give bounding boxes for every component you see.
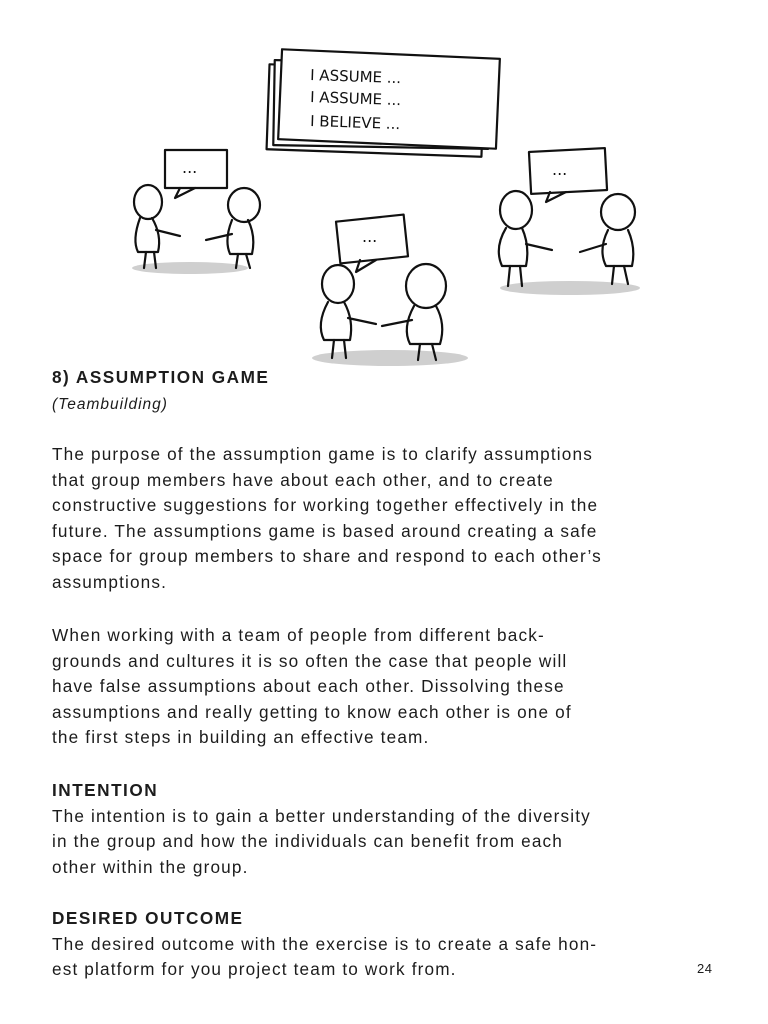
context-paragraph xyxy=(52,623,702,751)
paragraph-line: grounds and cultures it is so often the case that people will xyxy=(52,650,568,671)
paragraph-line: the first steps in building an effective team. xyxy=(52,727,430,748)
person-pair-center xyxy=(312,215,468,366)
paragraph-line: assumptions and really getting to know each other is one of xyxy=(52,701,572,722)
paragraph-line: in the group and how the individuals can benefit from each xyxy=(52,831,563,852)
person-pair-right xyxy=(499,148,640,295)
paragraph-line: The desired outcome with the exercise is to create a safe hon- xyxy=(52,933,598,954)
assumption-game-illustration xyxy=(120,40,680,380)
speech-bubble-dots: ... xyxy=(182,158,198,177)
intention-section xyxy=(52,778,702,880)
intention-heading: INTENTION xyxy=(52,780,159,800)
intro-paragraph xyxy=(52,442,702,596)
speech-bubble-dots: ... xyxy=(362,227,378,246)
page-number: 24 xyxy=(697,961,713,976)
person-pair-left xyxy=(132,150,260,274)
paragraph-line: When working with a team of people from different back- xyxy=(52,625,545,645)
paragraph-line: future. The assumptions game is based around creating a safe xyxy=(52,520,598,541)
paragraph-line: The purpose of the assumption game is to clarify assumptions xyxy=(52,444,593,464)
section-title: 8) ASSUMPTION GAME xyxy=(52,367,270,387)
paragraph-line: have false assumptions about each other. Dissolving these xyxy=(52,676,565,697)
sign-line-3: I BELIEVE ... xyxy=(309,112,401,134)
sign-line-2: I ASSUME ... xyxy=(309,88,402,110)
speech-bubble-dots: ... xyxy=(552,160,568,179)
paragraph-line: The intention is to gain a better understanding of the diversity xyxy=(52,805,591,826)
assumption-sign xyxy=(267,49,500,156)
desired-outcome-section xyxy=(52,906,702,983)
section-subtitle: (Teambuilding) xyxy=(52,396,168,413)
paragraph-line: that group members have about each other, and to create xyxy=(52,469,554,490)
desired-outcome-heading: DESIRED OUTCOME xyxy=(52,908,244,928)
paragraph-line: other within the group. xyxy=(52,856,249,877)
sign-line-1: I ASSUME ... xyxy=(309,66,402,88)
paragraph-line: constructive suggestions for working together effectively in the xyxy=(52,495,599,516)
paragraph-line: assumptions. xyxy=(52,571,168,592)
paragraph-line: est platform for you project team to work from. xyxy=(52,959,457,980)
paragraph-line: space for group members to share and respond to each other’s xyxy=(52,546,602,567)
